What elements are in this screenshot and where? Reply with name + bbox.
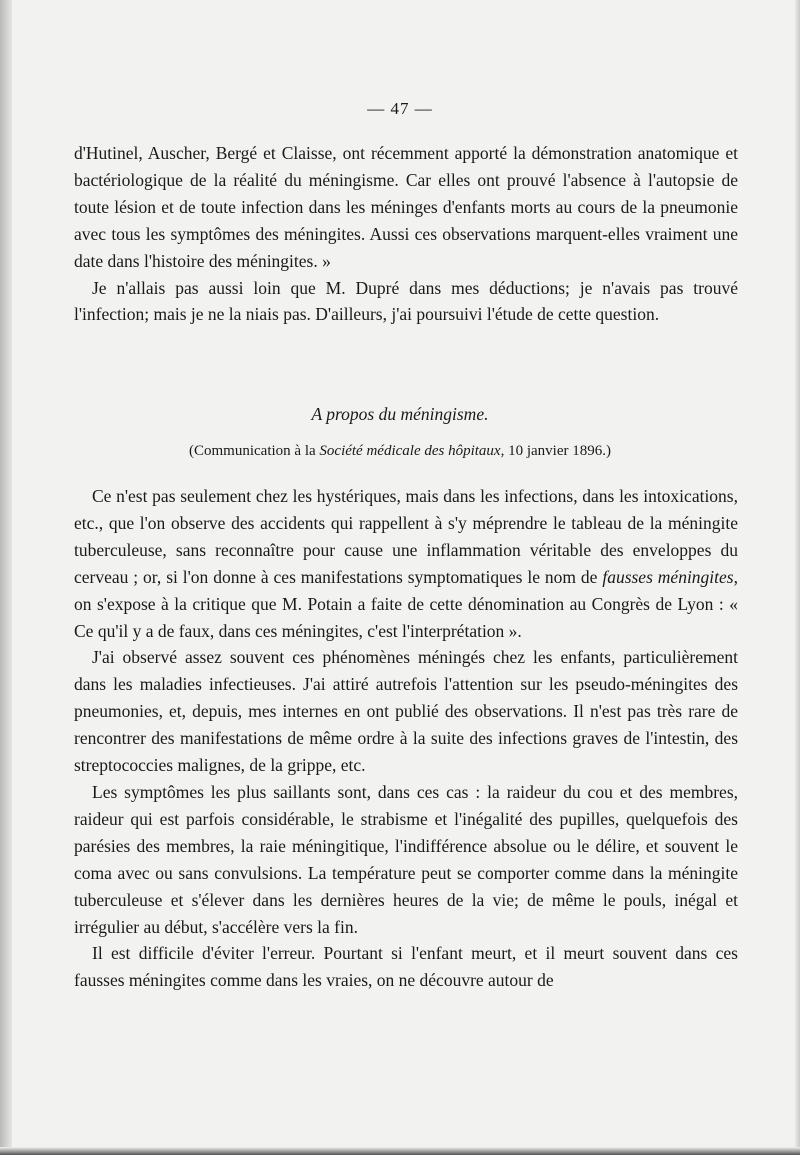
page-gutter-shadow <box>0 0 12 1155</box>
paragraph-dupre: Je n'allais pas aussi loin que M. Dupré dans mes déductions; je n'avais pas trouvé l'infection; mais je ne la niais pas. D'ailleurs, j'ai poursuivi l'étude de cette question. <box>74 277 738 325</box>
page-bottom-edge <box>0 1147 800 1155</box>
main-text-block <box>74 483 738 994</box>
paragraph-observations: J'ai observé assez souvent ces phénomènes méningés chez les enfants, particulièrement dans les maladies infectieuses. J'ai attiré autrefois l'attention sur les pseudo-méningites des pneumonies, et, depuis, mes internes en ont publié des observations. Il n'est pas très rare de rencontrer des manifestations de même ordre à la suite des infections graves de l'intestin, des streptococcies malignes, de la grippe, etc. <box>74 647 738 776</box>
page-right-edge <box>794 0 800 1155</box>
paragraph-text: Ce n'est pas seulement chez les hystériques, mais dans les infections, dans les intoxications, etc., que l'on observe des accidents qui rappellent à s'y méprendre le tableau de la méningite tuberculeuse, sans reconnaître pour cause une inflammation véritable des enveloppes du cerveau ; or, si l'on donne à ces manifestations symptomatiques le nom de <box>74 486 738 587</box>
society-name: Société médicale des hôpitaux <box>319 443 501 459</box>
page-number: — 47 — <box>367 99 433 118</box>
paragraph-text: , on s'expose à la critique que M. Potain a faite de cette dénomination au Congrès de Lyon : « Ce qu'il y a de faux, dans ces méningites, c'est l'interprétation ». <box>74 566 738 641</box>
communication-suffix: , 10 janvier 1896.) <box>500 443 611 459</box>
communication-note <box>0 443 800 460</box>
italic-term: fausses méningites <box>602 566 734 587</box>
paragraph-continuation: d'Hutinel, Auscher, Bergé et Claisse, ont récemment apporté la démonstration anatomique et bactériologique de la réalité du méningisme. Car elles ont prouvé l'absence à l'autopsie de toute lésion et de toute infection dans les méninges d'enfants morts au cours de la pneumonie avec tous les symptômes des méningites. Aussi ces observations marquent-elles vraiment une date dans l'histoire des méningites. » <box>74 143 738 271</box>
communication-prefix: (Communication à la <box>189 443 320 459</box>
intro-text-block <box>74 140 738 328</box>
paragraph-fausses-meningites <box>74 483 738 644</box>
paragraph-symptoms: Les symptômes les plus saillants sont, dans ces cas : la raideur du cou et des membres, raideur qui est parfois considérable, le strabisme et l'inégalité des pupilles, quelquefois des parésies des membres, la raie méningitique, l'indifférence absolue ou le délire, et souvent le coma avec ou sans convulsions. La température peut se comporter comme dans la méningite tuberculeuse et s'élever dans les dernières heures de la vie; de même le pouls, inégal et irrégulier au début, s'accélère vers la fin. <box>74 781 738 937</box>
section-title: A propos du méningisme. <box>311 404 489 424</box>
paragraph-difficulty: Il est difficile d'éviter l'erreur. Pourtant si l'enfant meurt, et il meurt souvent dans ces fausses méningites comme dans les vraies, on ne découvre autour de <box>74 943 738 991</box>
